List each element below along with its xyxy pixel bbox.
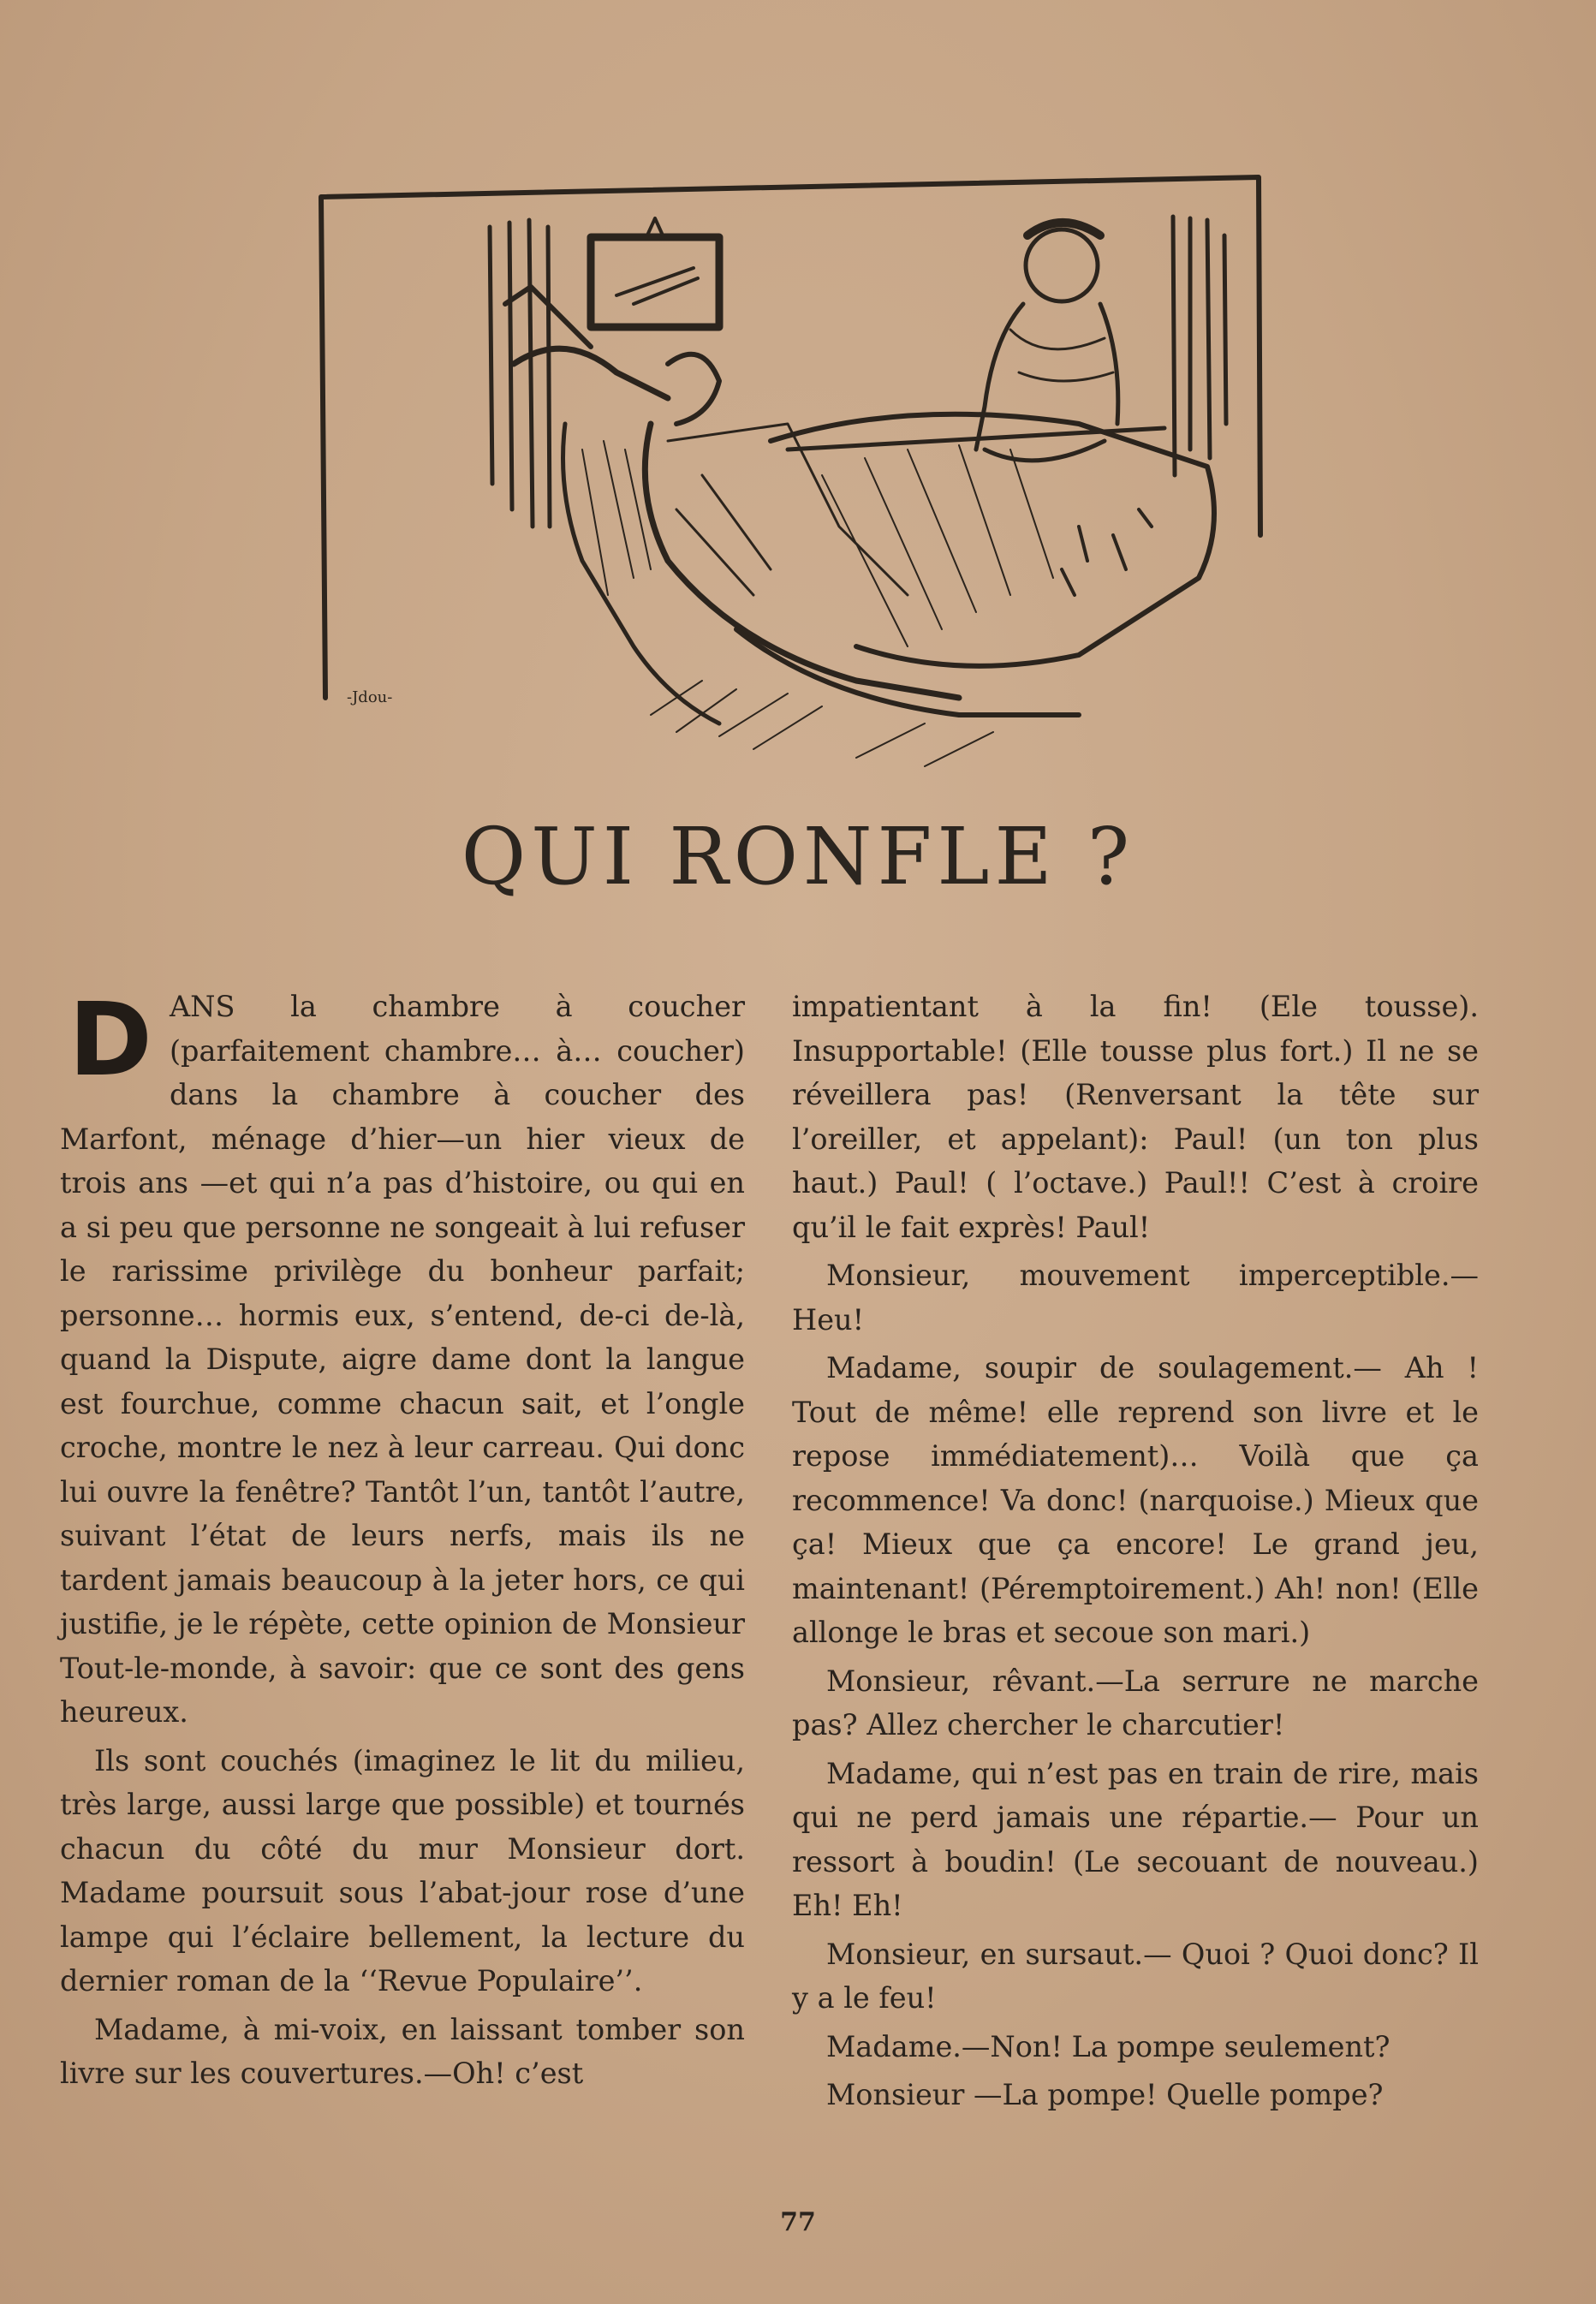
paragraph: Ils sont couchés (imaginez le lit du milieu, très large, aussi large que possible) et tournés chacun du côté du mur Monsieur dort. Madame poursuit sous l’abat-jour rose d’une lampe qui l’éclaire bellement, la lecture du dernier roman de la ‘‘Revue Populaire’’. bbox=[60, 1743, 745, 1997]
paragraph: impatientant à la fin! (Ele tousse). Insupportable! (Elle tousse plus fort.) Il ne se réveillera pas! (Renversant la tête sur l’oreiller, et appelant): Paul! (un ton plus haut.) Paul! ( l’octave.) Paul!! C’est à croire qu’il le fait exprès! Paul! bbox=[792, 990, 1479, 1244]
illustration-snoring-couple bbox=[308, 167, 1267, 783]
illustration-signature: -Jdou- bbox=[347, 688, 393, 706]
paragraph: Madame, qui n’est pas en train de rire, mais qui ne perd jamais une répartie.— Pour un ressort à boudin! (Le secouant de nouveau.) Eh! Eh! bbox=[792, 1756, 1479, 1922]
paragraph: Monsieur, en sursaut.— Quoi ? Quoi donc? Il y a le feu! bbox=[792, 1937, 1479, 2015]
paragraph bbox=[60, 980, 745, 1735]
drop-cap: D bbox=[68, 980, 152, 1098]
paragraph: Monsieur —La pompe! Quelle pompe? bbox=[826, 2078, 1384, 2111]
paragraph: Monsieur, mouvement imperceptible.— Heu! bbox=[792, 1259, 1479, 1337]
paragraph-text: ANS la chambre à coucher (parfaitement chambre… à… coucher) dans la chambre à coucher des Marfont, ménage d’hier—un hier vieux de trois ans —et qui n’a pas d’histoire, ou qui en a si peu que personne ne songeait à lui refuser le rarissime privilège du bonheur parfait; personne… hormis eux, s’entend, de-ci de-là, quand la Dispute, aigre dame dont la langue est fourchue, comme chacun sait, et l’ongle croche, montre le nez à leur carreau. Qui donc lui ouvre la fenêtre? Tantôt l’un, tantôt l’autre, suivant l’état de leurs nerfs, mais ils ne tardent jamais beaucoup à la jeter hors, ce qui justifie, je le répète, cette opinion de Monsieur Tout-le-monde, à savoir: que ce sont des gens heureux. bbox=[60, 990, 745, 1729]
left-column bbox=[60, 980, 745, 2100]
paragraph: Madame, soupir de soulagement.— Ah ! Tout de même! elle reprend son livre et le repose immédiatement)… Voilà que ça recommence! Va donc! (narquoise.) Mieux que ça! Mieux que ça encore! Le grand jeu, maintenant! (Péremptoirement.) Ah! non! (Elle allonge le bras et secoue son mari.) bbox=[792, 1351, 1479, 1649]
right-column bbox=[792, 985, 1479, 2122]
paragraph: Madame.—Non! La pompe seulement? bbox=[826, 2029, 1391, 2063]
paragraph: Monsieur, rêvant.—La serrure ne marche pas? Allez chercher le charcutier! bbox=[792, 1664, 1479, 1741]
page-number: 77 bbox=[780, 2207, 816, 2237]
article-title: QUI RONFLE ? bbox=[461, 811, 1135, 902]
paragraph: Madame, à mi-voix, en laissant tomber son livre sur les couvertures.—Oh! c’est bbox=[60, 2012, 745, 2090]
